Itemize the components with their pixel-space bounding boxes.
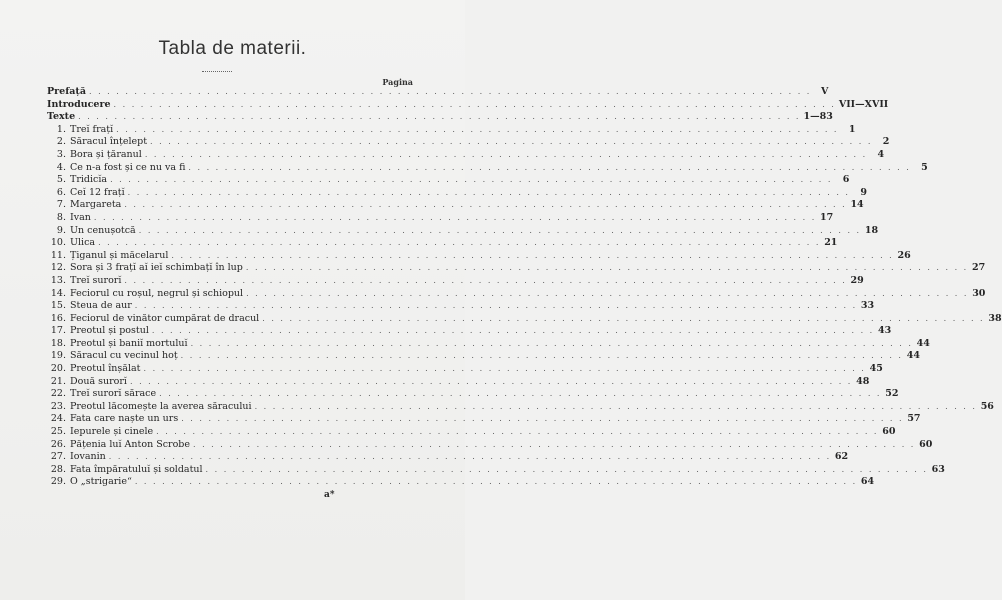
dot-leader: . . . . . . . . . . . . . . . . . . . . . . . . . . . . . . . . . . . . . . . . . . . . . . . . . . . . . . . . . . . . . . . . . . . . . . . . . . . . . . . . <box>181 414 904 424</box>
toc-entry-number: 23. <box>50 400 66 412</box>
toc-entry-page: 62 <box>834 451 849 463</box>
toc-entry-title: Două surorĭ <box>70 375 127 387</box>
toc-entry-page: 52 <box>885 388 899 400</box>
toc-entry-page: 2 <box>882 136 890 148</box>
toc-entry-title: Preotul lăcomește la averea săracului <box>70 400 252 412</box>
toc-entry-number: 16. <box>50 312 66 324</box>
toc-entry <box>47 262 986 275</box>
toc-entry-page: 18 <box>864 224 879 236</box>
toc-entry-page: 60 <box>882 426 896 438</box>
toc-entry <box>47 413 921 426</box>
toc-entry-title: Țiganul și măcelarul <box>70 249 169 261</box>
toc-entry-page: VII—XVII <box>838 98 889 110</box>
dot-leader: . . . . . . . . . . . . . . . . . . . . . . . . . . . . . . . . . . . . . . . . . . . . . . . . . . . . . . . . . . . . . . . . . . . . . . . . . . . . . . . . <box>110 175 833 185</box>
toc-entry <box>47 400 994 414</box>
toc-entry-title: Texte <box>47 111 76 123</box>
toc-entry <box>47 111 833 124</box>
toc-entry-number: 10. <box>50 237 66 249</box>
toc-entry <box>47 237 838 250</box>
toc-entry <box>47 451 849 464</box>
toc-entry <box>47 312 1002 326</box>
toc-entry-title: Iepurele și cinele <box>70 426 154 438</box>
toc-entry-number: 24. <box>50 413 66 425</box>
toc-entry-title: Fata care naște un urs <box>70 413 179 425</box>
toc-entry <box>47 476 875 489</box>
toc-entry-number: 21. <box>50 375 66 387</box>
dot-leader: . . . . . . . . . . . . . . . . . . . . . . . . . . . . . . . . . . . . . . . . . . . . . . . . . . . . . . . . . . . . . . . . . . . . . . . . . . . . . . . . <box>138 225 862 235</box>
toc-entry-title: Treĭ surorĭ <box>70 274 122 286</box>
toc-entry <box>47 388 899 401</box>
dot-leader: . . . . . . . . . . . . . . . . . . . . . . . . . . . . . . . . . . . . . . . . . . . . . . . . . . . . . . . . . . . . . . . . . . . . . . . . . . . . . . . . <box>246 288 969 298</box>
toc-entry-title: Treĭ surorĭ sărace <box>70 388 157 400</box>
toc-entry-number: 26. <box>50 438 66 450</box>
toc-entry-title: Treĭ frațĭ <box>70 123 114 135</box>
toc-entry <box>47 463 945 477</box>
toc-entry-number: 2. <box>56 136 66 148</box>
table-of-contents <box>47 86 1002 489</box>
toc-entry-page: 43 <box>877 325 892 337</box>
toc-entry-title: Preotul înșălat <box>70 363 141 375</box>
toc-entry <box>47 325 892 338</box>
dot-leader: . . . . . . . . . . . . . . . . . . . . . . . . . . . . . . . . . . . . . . . . . . . . . . . . . . . . . . . . . . . . . . . . . . . . . . . . . . . . . . . . <box>93 212 817 222</box>
toc-entry <box>47 274 864 288</box>
dot-leader: . . . . . . . . . . . . . . . . . . . . . . . . . . . . . . . . . . . . . . . . . . . . . . . . . . . . . . . . . . . . . . . . . . . . . . . . . . . . . . . . <box>262 313 985 323</box>
toc-entry-number: 17. <box>50 325 66 337</box>
toc-entry-title: Feciorul de vinător cumpărat de dracul <box>70 312 260 324</box>
toc-entry <box>47 224 879 238</box>
toc-entry-title: Margareta <box>70 199 122 211</box>
dot-leader: . . . . . . . . . . . . . . . . . . . . . . . . . . . . . . . . . . . . . . . . . . . . . . . . . . . . . . . . . . . . . . . . . . . . . . . . . . . . . . . . <box>156 427 879 437</box>
toc-entry-title: Un cenușotcă <box>70 224 136 236</box>
toc-entry-title: Iovanin <box>70 451 106 463</box>
dot-leader: . . . . . . . . . . . . . . . . . . . . . . . . . . . . . . . . . . . . . . . . . . . . . . . . . . . . . . . . . . . . . . . . . . . . . . . . . . . . . . . . <box>78 112 801 122</box>
toc-entry <box>47 337 930 351</box>
dot-leader: . . . . . . . . . . . . . . . . . . . . . . . . . . . . . . . . . . . . . . . . . . . . . . . . . . . . . . . . . . . . . . . . . . . . . . . . . . . . . . . . <box>188 162 911 172</box>
toc-entry-page: 6 <box>842 174 850 186</box>
page-column-header: Pagina <box>382 77 413 87</box>
toc-entry-title: Introducere <box>47 98 111 110</box>
toc-entry <box>47 438 933 452</box>
toc-entry-title: Pățenia luĭ Anton Scrobe <box>70 438 190 450</box>
toc-entry-page: 26 <box>897 249 911 261</box>
toc-entry-title: Steua de aur <box>70 300 132 312</box>
toc-entry-number: 25. <box>50 426 66 438</box>
toc-entry-title: Sora și 3 frațĭ aĭ ieĭ schimbațĭ în lup <box>70 262 243 274</box>
toc-entry-number: 1. <box>56 123 66 135</box>
toc-entry-number: 8. <box>56 211 66 223</box>
toc-entry-page: 30 <box>972 287 986 299</box>
toc-entry <box>47 350 920 363</box>
dot-leader: . . . . . . . . . . . . . . . . . . . . . . . . . . . . . . . . . . . . . . . . . . . . . . . . . . . . . . . . . . . . . . . . . . . . . . . . . . . . . . . . <box>150 137 873 147</box>
toc-entry-title: Ce n-a fost și ce nu va fi <box>70 161 186 173</box>
dot-leader: . . . . . . . . . . . . . . . . . . . . . . . . . . . . . . . . . . . . . . . . . . . . . . . . . . . . . . . . . . . . . . . . . . . . . . . . . . . . . . . . <box>144 149 868 159</box>
toc-entry-title: Fata împăratuluĭ și soldatul <box>70 463 203 475</box>
toc-entry-title: O „strigarie“ <box>70 476 132 488</box>
dot-leader: . . . . . . . . . . . . . . . . . . . . . . . . . . . . . . . . . . . . . . . . . . . . . . . . . . . . . . . . . . . . . . . . . . . . . . . . . . . . . . . . <box>180 351 903 361</box>
toc-entry-page: 29 <box>850 274 864 286</box>
dot-leader: . . . . . . . . . . . . . . . . . . . . . . . . . . . . . . . . . . . . . . . . . . . . . . . . . . . . . . . . . . . . . . . . . . . . . . . . . . . . . . . . <box>98 238 821 248</box>
toc-entry <box>47 98 889 112</box>
dot-leader: . . . . . . . . . . . . . . . . . . . . . . . . . . . . . . . . . . . . . . . . . . . . . . . . . . . . . . . . . . . . . . . . . . . . . . . . . . . . . . . . <box>190 338 913 348</box>
toc-entry-page: 1 <box>848 123 856 135</box>
dot-leader: . . . . . . . . . . . . . . . . . . . . . . . . . . . . . . . . . . . . . . . . . . . . . . . . . . . . . . . . . . . . . . . . . . . . . . . . . . . . . . . . <box>129 376 853 386</box>
title-divider <box>202 71 232 72</box>
toc-entry-page: 63 <box>931 463 945 475</box>
toc-entry-page: 48 <box>856 375 870 387</box>
toc-entry-page: 64 <box>860 476 875 488</box>
toc-entry-title: Săracul cu vecinul hoț <box>70 350 178 362</box>
toc-entry <box>47 123 856 137</box>
toc-entry-number: 20. <box>50 363 66 375</box>
toc-entry-number: 29. <box>50 476 66 488</box>
page-title: Tabla de materii. <box>158 38 307 59</box>
toc-entry <box>47 375 870 389</box>
dot-leader: . . . . . . . . . . . . . . . . . . . . . . . . . . . . . . . . . . . . . . . . . . . . . . . . . . . . . . . . . . . . . . . . . . . . . . . . . . . . . . . . <box>134 301 858 311</box>
toc-entry-title: Preotul și postul <box>70 325 149 337</box>
toc-entry-title: Tridicĭa <box>70 174 108 186</box>
dot-leader: . . . . . . . . . . . . . . . . . . . . . . . . . . . . . . . . . . . . . . . . . . . . . . . . . . . . . . . . . . . . . . . . . . . . . . . . . . . . . . . . <box>127 187 850 197</box>
dot-leader: . . . . . . . . . . . . . . . . . . . . . . . . . . . . . . . . . . . . . . . . . . . . . . . . . . . . . . . . . . . . . . . . . . . . . . . . . . . . . . . . <box>143 364 866 374</box>
dot-leader: . . . . . . . . . . . . . . . . . . . . . . . . . . . . . . . . . . . . . . . . . . . . . . . . . . . . . . . . . . . . . . . . . . . . . . . . . . . . . . . . <box>245 263 969 273</box>
toc-entry-number: 28. <box>50 463 66 475</box>
toc-entry <box>47 174 850 187</box>
toc-entry-page: 56 <box>980 400 994 412</box>
toc-entry-page: 57 <box>907 413 921 425</box>
toc-entry <box>47 199 864 212</box>
toc-entry-page: 60 <box>919 438 933 450</box>
toc-entry-page: 9 <box>860 186 867 198</box>
toc-entry-page: 38 <box>988 312 1002 324</box>
toc-entry-page: 33 <box>860 300 875 312</box>
toc-entry-title: Prefață <box>47 86 86 97</box>
dot-leader: . . . . . . . . . . . . . . . . . . . . . . . . . . . . . . . . . . . . . . . . . . . . . . . . . . . . . . . . . . . . . . . . . . . . . . . . . . . . . . . . <box>108 452 832 462</box>
toc-entry-page: 44 <box>906 350 920 362</box>
toc-entry-number: 4. <box>56 161 66 173</box>
toc-entry-page: 4 <box>877 148 885 160</box>
toc-entry-number: 7. <box>56 199 66 211</box>
toc-entry-number: 19. <box>50 350 66 362</box>
toc-entry-number: 5. <box>56 174 66 186</box>
toc-entry-title: Săracul înțelept <box>70 136 148 148</box>
printer-signature-mark: a* <box>324 490 335 500</box>
dot-leader: . . . . . . . . . . . . . . . . . . . . . . . . . . . . . . . . . . . . . . . . . . . . . . . . . . . . . . . . . . . . . . . . . . . . . . . . . . . . . . . . <box>113 99 836 109</box>
toc-entry-number: 15. <box>50 300 66 312</box>
toc-entry-page: 14 <box>850 199 864 211</box>
toc-entry-number: 11. <box>50 249 66 261</box>
toc-entry-title: Ceĭ 12 frațĭ <box>70 186 125 198</box>
toc-entry-title: Ivan <box>70 211 91 223</box>
toc-entry <box>47 211 834 225</box>
dot-leader: . . . . . . . . . . . . . . . . . . . . . . . . . . . . . . . . . . . . . . . . . . . . . . . . . . . . . . . . . . . . . . . . . . . . . . . . . . . . . . . . <box>159 389 882 399</box>
dot-leader: . . . . . . . . . . . . . . . . . . . . . . . . . . . . . . . . . . . . . . . . . . . . . . . . . . . . . . . . . . . . . . . . . . . . . . . . . . . . . . . . <box>134 477 858 487</box>
toc-entry-title: Feciorul cu roșul, negrul și schiopul <box>70 287 244 299</box>
dot-leader: . . . . . . . . . . . . . . . . . . . . . . . . . . . . . . . . . . . . . . . . . . . . . . . . . . . . . . . . . . . . . . . . . . . . . . . . . . . . . . . . <box>171 250 894 260</box>
toc-entry <box>47 161 928 175</box>
toc-entry-number: 22. <box>50 388 66 400</box>
dot-leader: . . . . . . . . . . . . . . . . . . . . . . . . . . . . . . . . . . . . . . . . . . . . . . . . . . . . . . . . . . . . . . . . . . . . . . . . . . . . . . . . <box>124 275 847 285</box>
dot-leader: . . . . . . . . . . . . . . . . . . . . . . . . . . . . . . . . . . . . . . . . . . . . . . . . . . . . . . . . . . . . . . . . . . . . . . . . . . . . . . . . <box>193 439 916 449</box>
dot-leader: . . . . . . . . . . . . . . . . . . . . . . . . . . . . . . . . . . . . . . . . . . . . . . . . . . . . . . . . . . . . . . . . . . . . . . . . . . . . . . . . <box>88 87 812 96</box>
toc-entry <box>47 136 890 149</box>
dot-leader: . . . . . . . . . . . . . . . . . . . . . . . . . . . . . . . . . . . . . . . . . . . . . . . . . . . . . . . . . . . . . . . . . . . . . . . . . . . . . . . . <box>116 124 839 134</box>
toc-entry-title: Preotul și baniĭ mortuluĭ <box>70 337 188 349</box>
toc-entry-number: 27. <box>50 451 66 463</box>
dot-leader: . . . . . . . . . . . . . . . . . . . . . . . . . . . . . . . . . . . . . . . . . . . . . . . . . . . . . . . . . . . . . . . . . . . . . . . . . . . . . . . . <box>254 401 977 411</box>
toc-entry-page: 45 <box>869 363 883 375</box>
toc-entry-title: Bora și țăranul <box>70 148 142 160</box>
toc-entry <box>47 249 911 263</box>
toc-entry-page: 21 <box>824 237 838 249</box>
toc-entry-number: 18. <box>50 337 66 349</box>
toc-entry-number: 6. <box>56 186 66 198</box>
toc-entry-number: 14. <box>50 287 66 299</box>
toc-entry-title: Ulica <box>70 237 96 249</box>
toc-entry-number: 3. <box>56 148 66 160</box>
toc-entry-page: 27 <box>972 262 986 274</box>
toc-entry <box>47 186 867 200</box>
dot-leader: . . . . . . . . . . . . . . . . . . . . . . . . . . . . . . . . . . . . . . . . . . . . . . . . . . . . . . . . . . . . . . . . . . . . . . . . . . . . . . . . <box>124 200 847 210</box>
toc-entry-page: 5 <box>921 161 928 173</box>
toc-entry <box>47 426 896 439</box>
toc-entry-page: 17 <box>820 211 834 223</box>
toc-entry <box>47 300 875 313</box>
toc-entry <box>47 287 986 301</box>
dot-leader: . . . . . . . . . . . . . . . . . . . . . . . . . . . . . . . . . . . . . . . . . . . . . . . . . . . . . . . . . . . . . . . . . . . . . . . . . . . . . . . . <box>151 326 875 336</box>
toc-entry-number: 9. <box>56 224 66 236</box>
toc-entry <box>47 148 885 162</box>
toc-entry-number: 13. <box>50 274 66 286</box>
toc-entry <box>47 363 883 376</box>
toc-entry <box>47 86 829 99</box>
toc-entry-number: 12. <box>50 262 66 274</box>
toc-entry-page: 44 <box>916 337 930 349</box>
toc-entry-page: 1—83 <box>803 111 833 123</box>
toc-entry-page: V <box>820 86 829 97</box>
dot-leader: . . . . . . . . . . . . . . . . . . . . . . . . . . . . . . . . . . . . . . . . . . . . . . . . . . . . . . . . . . . . . . . . . . . . . . . . . . . . . . . . <box>205 464 928 474</box>
